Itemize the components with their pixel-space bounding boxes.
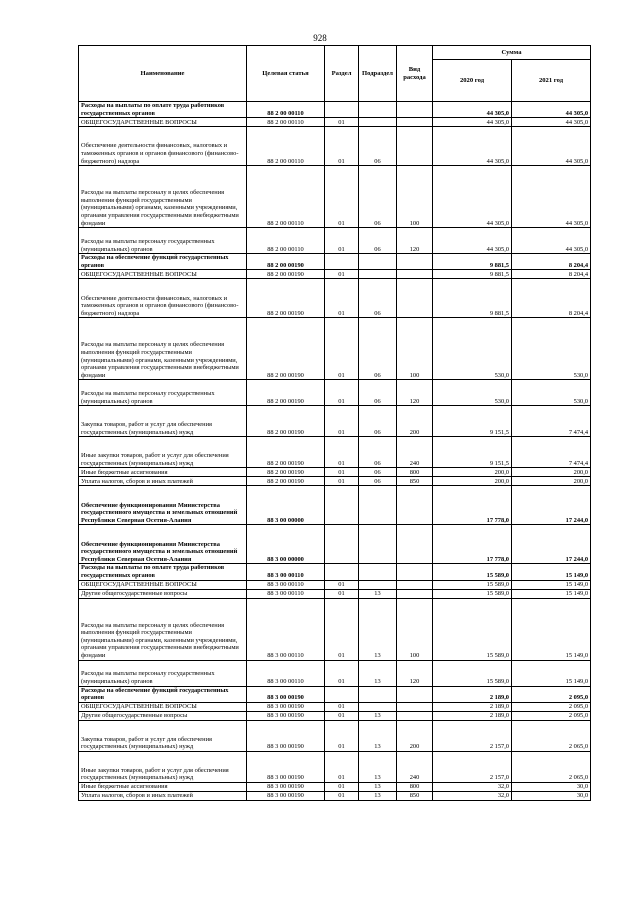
- section-cell: 01: [325, 318, 359, 380]
- value-2021-cell: 8 204,4: [512, 279, 591, 318]
- exptype-cell: [397, 525, 433, 564]
- subsection-cell: 13: [359, 589, 397, 598]
- value-2021-cell: 2 095,0: [512, 711, 591, 720]
- name-cell: Расходы на выплаты по оплате труда работников государственных органов: [79, 102, 247, 118]
- exptype-cell: 240: [397, 751, 433, 782]
- target-cell: 88 2 00 00190: [247, 477, 325, 486]
- table-row: [79, 228, 591, 254]
- subsection-cell: 06: [359, 437, 397, 468]
- subsection-cell: 06: [359, 127, 397, 166]
- subsection-cell: 06: [359, 380, 397, 406]
- section-cell: 01: [325, 437, 359, 468]
- subsection-cell: 13: [359, 791, 397, 800]
- value-2020-cell: 15 589,0: [433, 589, 512, 598]
- col-subsection-header: Подраздел: [359, 46, 397, 102]
- target-cell: 88 3 00 00190: [247, 751, 325, 782]
- name-cell: Расходы на выплаты персоналу в целях обеспечения выполнения функций государственными (муниципальными) органами, казенными учреждениями, органами управления государственными внебюджетными фондами: [79, 598, 247, 660]
- table-row: [79, 589, 591, 598]
- value-2020-cell: 44 305,0: [433, 228, 512, 254]
- name-cell: Закупка товаров, работ и услуг для обеспечения государственных (муниципальных) нужд: [79, 720, 247, 751]
- target-cell: 88 3 00 00190: [247, 782, 325, 791]
- name-cell: Расходы на выплаты персоналу в целях обеспечения выполнения функций государственными (муниципальными) органами, казенными учреждениями, органами управления государственными внебюджетными фондами: [79, 166, 247, 228]
- name-cell: Расходы на обеспечение функций государственных органов: [79, 686, 247, 702]
- table-row: [79, 711, 591, 720]
- table-row: [79, 127, 591, 166]
- target-cell: 88 3 00 00190: [247, 686, 325, 702]
- target-cell: 88 2 00 00110: [247, 166, 325, 228]
- table-row: [79, 598, 591, 660]
- table-header: [79, 46, 591, 102]
- col-2021-header: 2021 год: [512, 60, 591, 102]
- target-cell: 88 3 00 00000: [247, 525, 325, 564]
- target-cell: 88 2 00 00110: [247, 127, 325, 166]
- section-cell: 01: [325, 380, 359, 406]
- target-cell: 88 2 00 00190: [247, 279, 325, 318]
- exptype-cell: [397, 102, 433, 118]
- table-row: [79, 279, 591, 318]
- exptype-cell: 800: [397, 782, 433, 791]
- value-2020-cell: 15 589,0: [433, 564, 512, 580]
- subsection-cell: 06: [359, 468, 397, 477]
- table-row: [79, 782, 591, 791]
- exptype-cell: [397, 686, 433, 702]
- exptype-cell: [397, 270, 433, 279]
- value-2021-cell: 2 095,0: [512, 686, 591, 702]
- value-2021-cell: 530,0: [512, 318, 591, 380]
- value-2020-cell: 2 157,0: [433, 751, 512, 782]
- value-2021-cell: 44 305,0: [512, 118, 591, 127]
- table-row: [79, 406, 591, 437]
- value-2021-cell: 8 204,4: [512, 270, 591, 279]
- target-cell: 88 3 00 00110: [247, 564, 325, 580]
- value-2020-cell: 32,0: [433, 782, 512, 791]
- table-row: [79, 254, 591, 270]
- value-2021-cell: 15 149,0: [512, 598, 591, 660]
- value-2020-cell: 44 305,0: [433, 127, 512, 166]
- section-cell: 01: [325, 598, 359, 660]
- target-cell: 88 2 00 00190: [247, 468, 325, 477]
- table-row: [79, 486, 591, 525]
- name-cell: Иные бюджетные ассигнования: [79, 782, 247, 791]
- value-2021-cell: 44 305,0: [512, 102, 591, 118]
- section-cell: 01: [325, 118, 359, 127]
- exptype-cell: 240: [397, 437, 433, 468]
- value-2020-cell: 15 589,0: [433, 598, 512, 660]
- col-exptype-header: Вид расхода: [397, 46, 433, 102]
- target-cell: 88 2 00 00190: [247, 270, 325, 279]
- value-2021-cell: 15 149,0: [512, 564, 591, 580]
- target-cell: 88 3 00 00190: [247, 791, 325, 800]
- subsection-cell: [359, 270, 397, 279]
- section-cell: 01: [325, 711, 359, 720]
- subsection-cell: [359, 118, 397, 127]
- table-row: [79, 580, 591, 589]
- name-cell: Расходы на обеспечение функций государственных органов: [79, 254, 247, 270]
- budget-table: [78, 45, 591, 801]
- value-2020-cell: 17 778,0: [433, 525, 512, 564]
- subsection-cell: 13: [359, 598, 397, 660]
- value-2021-cell: 2 065,0: [512, 720, 591, 751]
- table-row: [79, 437, 591, 468]
- value-2021-cell: 44 305,0: [512, 127, 591, 166]
- exptype-cell: 120: [397, 380, 433, 406]
- exptype-cell: [397, 589, 433, 598]
- exptype-cell: [397, 564, 433, 580]
- table-row: [79, 702, 591, 711]
- value-2021-cell: 530,0: [512, 380, 591, 406]
- value-2021-cell: 200,0: [512, 468, 591, 477]
- name-cell: Иные закупки товаров, работ и услуг для обеспечения государственных (муниципальных) нужд: [79, 437, 247, 468]
- target-cell: 88 2 00 00190: [247, 380, 325, 406]
- subsection-cell: [359, 254, 397, 270]
- col-section-header: Раздел: [325, 46, 359, 102]
- table-row: [79, 525, 591, 564]
- value-2020-cell: 44 305,0: [433, 118, 512, 127]
- table-row: [79, 380, 591, 406]
- value-2021-cell: 2 065,0: [512, 751, 591, 782]
- value-2021-cell: 30,0: [512, 782, 591, 791]
- section-cell: 01: [325, 702, 359, 711]
- section-cell: 01: [325, 477, 359, 486]
- value-2021-cell: 17 244,0: [512, 486, 591, 525]
- value-2020-cell: 17 778,0: [433, 486, 512, 525]
- name-cell: Иные бюджетные ассигнования: [79, 468, 247, 477]
- value-2020-cell: 530,0: [433, 380, 512, 406]
- name-cell: Другие общегосударственные вопросы: [79, 589, 247, 598]
- value-2021-cell: 15 149,0: [512, 660, 591, 686]
- subsection-cell: [359, 102, 397, 118]
- section-cell: [325, 564, 359, 580]
- value-2021-cell: 2 095,0: [512, 702, 591, 711]
- exptype-cell: 100: [397, 166, 433, 228]
- value-2020-cell: 44 305,0: [433, 166, 512, 228]
- page-number: 928: [313, 33, 327, 43]
- section-cell: 01: [325, 228, 359, 254]
- value-2021-cell: 8 204,4: [512, 254, 591, 270]
- exptype-cell: [397, 702, 433, 711]
- value-2020-cell: 9 881,5: [433, 254, 512, 270]
- value-2020-cell: 530,0: [433, 318, 512, 380]
- table-row: [79, 166, 591, 228]
- value-2020-cell: 9 151,5: [433, 406, 512, 437]
- name-cell: ОБЩЕГОСУДАРСТВЕННЫЕ ВОПРОСЫ: [79, 580, 247, 589]
- table-row: [79, 660, 591, 686]
- table-row: [79, 791, 591, 800]
- value-2021-cell: 200,0: [512, 477, 591, 486]
- section-cell: 01: [325, 751, 359, 782]
- table-row: [79, 102, 591, 118]
- value-2020-cell: 2 189,0: [433, 711, 512, 720]
- name-cell: Расходы на выплаты персоналу государственных (муниципальных) органов: [79, 380, 247, 406]
- exptype-cell: 850: [397, 477, 433, 486]
- value-2020-cell: 9 881,5: [433, 270, 512, 279]
- table-row: [79, 686, 591, 702]
- name-cell: Обеспечение функционирования Министерства государственного имущества и земельных отношений Республики Северная Осетия-Алания: [79, 525, 247, 564]
- section-cell: 01: [325, 127, 359, 166]
- value-2021-cell: 44 305,0: [512, 228, 591, 254]
- exptype-cell: [397, 127, 433, 166]
- table-row: [79, 477, 591, 486]
- table-row: [79, 270, 591, 279]
- target-cell: 88 3 00 00110: [247, 660, 325, 686]
- value-2020-cell: 32,0: [433, 791, 512, 800]
- section-cell: [325, 525, 359, 564]
- value-2021-cell: 15 149,0: [512, 580, 591, 589]
- subsection-cell: [359, 702, 397, 711]
- target-cell: 88 2 00 00190: [247, 437, 325, 468]
- exptype-cell: 200: [397, 720, 433, 751]
- name-cell: ОБЩЕГОСУДАРСТВЕННЫЕ ВОПРОСЫ: [79, 270, 247, 279]
- exptype-cell: [397, 580, 433, 589]
- name-cell: Обеспечение функционирования Министерства государственного имущества и земельных отношений Республики Северная Осетия-Алания: [79, 486, 247, 525]
- subsection-cell: 06: [359, 166, 397, 228]
- section-cell: 01: [325, 660, 359, 686]
- exptype-cell: 120: [397, 228, 433, 254]
- name-cell: Обеспечение деятельности финансовых, налоговых и таможенных органов и органов финансового (финансово-бюджетного) надзора: [79, 127, 247, 166]
- table-row: [79, 751, 591, 782]
- target-cell: 88 3 00 00110: [247, 580, 325, 589]
- subsection-cell: 13: [359, 751, 397, 782]
- name-cell: Расходы на выплаты персоналу в целях обеспечения выполнения функций государственными (муниципальными) органами, казенными учреждениями, органами управления государственными внебюджетными фондами: [79, 318, 247, 380]
- target-cell: 88 3 00 00000: [247, 486, 325, 525]
- section-cell: 01: [325, 580, 359, 589]
- exptype-cell: [397, 279, 433, 318]
- target-cell: 88 3 00 00190: [247, 702, 325, 711]
- value-2021-cell: 17 244,0: [512, 525, 591, 564]
- table-body: [79, 102, 591, 801]
- name-cell: Уплата налогов, сборов и иных платежей: [79, 791, 247, 800]
- subsection-cell: 06: [359, 279, 397, 318]
- subsection-cell: 13: [359, 782, 397, 791]
- section-cell: 01: [325, 279, 359, 318]
- name-cell: Расходы на выплаты персоналу государственных (муниципальных) органов: [79, 660, 247, 686]
- col-sum-header: Сумма: [433, 46, 591, 60]
- target-cell: 88 3 00 00110: [247, 589, 325, 598]
- value-2020-cell: 9 881,5: [433, 279, 512, 318]
- value-2020-cell: 200,0: [433, 477, 512, 486]
- value-2020-cell: 2 189,0: [433, 686, 512, 702]
- name-cell: Расходы на выплаты по оплате труда работников государственных органов: [79, 564, 247, 580]
- name-cell: ОБЩЕГОСУДАРСТВЕННЫЕ ВОПРОСЫ: [79, 118, 247, 127]
- value-2020-cell: 15 589,0: [433, 660, 512, 686]
- table-row: [79, 468, 591, 477]
- subsection-cell: 13: [359, 660, 397, 686]
- name-cell: Обеспечение деятельности финансовых, налоговых и таможенных органов и органов финансового (финансово-бюджетного) надзора: [79, 279, 247, 318]
- section-cell: 01: [325, 791, 359, 800]
- target-cell: 88 3 00 00110: [247, 598, 325, 660]
- table-row: [79, 720, 591, 751]
- table-row: [79, 318, 591, 380]
- target-cell: 88 2 00 00190: [247, 406, 325, 437]
- section-cell: [325, 486, 359, 525]
- subsection-cell: [359, 580, 397, 589]
- target-cell: 88 3 00 00190: [247, 720, 325, 751]
- name-cell: Иные закупки товаров, работ и услуг для обеспечения государственных (муниципальных) нужд: [79, 751, 247, 782]
- target-cell: 88 2 00 00190: [247, 318, 325, 380]
- section-cell: 01: [325, 589, 359, 598]
- subsection-cell: 13: [359, 720, 397, 751]
- subsection-cell: [359, 525, 397, 564]
- section-cell: 01: [325, 720, 359, 751]
- subsection-cell: 06: [359, 228, 397, 254]
- exptype-cell: 850: [397, 791, 433, 800]
- exptype-cell: 120: [397, 660, 433, 686]
- value-2020-cell: 200,0: [433, 468, 512, 477]
- target-cell: 88 2 00 00190: [247, 254, 325, 270]
- subsection-cell: 13: [359, 711, 397, 720]
- value-2021-cell: 7 474,4: [512, 406, 591, 437]
- subsection-cell: 06: [359, 477, 397, 486]
- subsection-cell: [359, 564, 397, 580]
- name-cell: Закупка товаров, работ и услуг для обеспечения государственных (муниципальных) нужд: [79, 406, 247, 437]
- section-cell: 01: [325, 782, 359, 791]
- target-cell: 88 2 00 00110: [247, 228, 325, 254]
- name-cell: Расходы на выплаты персоналу государственных (муниципальных) органов: [79, 228, 247, 254]
- col-target-header: Целевая статья: [247, 46, 325, 102]
- section-cell: 01: [325, 406, 359, 437]
- exptype-cell: 200: [397, 406, 433, 437]
- subsection-cell: 06: [359, 406, 397, 437]
- target-cell: 88 3 00 00190: [247, 711, 325, 720]
- table-row: [79, 564, 591, 580]
- subsection-cell: 06: [359, 318, 397, 380]
- exptype-cell: 100: [397, 318, 433, 380]
- name-cell: Другие общегосударственные вопросы: [79, 711, 247, 720]
- table-row: [79, 118, 591, 127]
- exptype-cell: 100: [397, 598, 433, 660]
- value-2020-cell: 2 189,0: [433, 702, 512, 711]
- section-cell: [325, 102, 359, 118]
- section-cell: [325, 254, 359, 270]
- target-cell: 88 2 00 00110: [247, 118, 325, 127]
- value-2021-cell: 30,0: [512, 791, 591, 800]
- subsection-cell: [359, 686, 397, 702]
- col-name-header: Наименование: [79, 46, 247, 102]
- exptype-cell: [397, 254, 433, 270]
- value-2020-cell: 2 157,0: [433, 720, 512, 751]
- section-cell: 01: [325, 166, 359, 228]
- exptype-cell: 800: [397, 468, 433, 477]
- section-cell: 01: [325, 468, 359, 477]
- value-2021-cell: 15 149,0: [512, 589, 591, 598]
- target-cell: 88 2 00 00110: [247, 102, 325, 118]
- value-2020-cell: 44 305,0: [433, 102, 512, 118]
- name-cell: ОБЩЕГОСУДАРСТВЕННЫЕ ВОПРОСЫ: [79, 702, 247, 711]
- subsection-cell: [359, 486, 397, 525]
- exptype-cell: [397, 118, 433, 127]
- section-cell: [325, 686, 359, 702]
- value-2021-cell: 7 474,4: [512, 437, 591, 468]
- col-2020-header: 2020 год: [433, 60, 512, 102]
- value-2020-cell: 9 151,5: [433, 437, 512, 468]
- value-2020-cell: 15 589,0: [433, 580, 512, 589]
- section-cell: 01: [325, 270, 359, 279]
- exptype-cell: [397, 711, 433, 720]
- name-cell: Уплата налогов, сборов и иных платежей: [79, 477, 247, 486]
- exptype-cell: [397, 486, 433, 525]
- value-2021-cell: 44 305,0: [512, 166, 591, 228]
